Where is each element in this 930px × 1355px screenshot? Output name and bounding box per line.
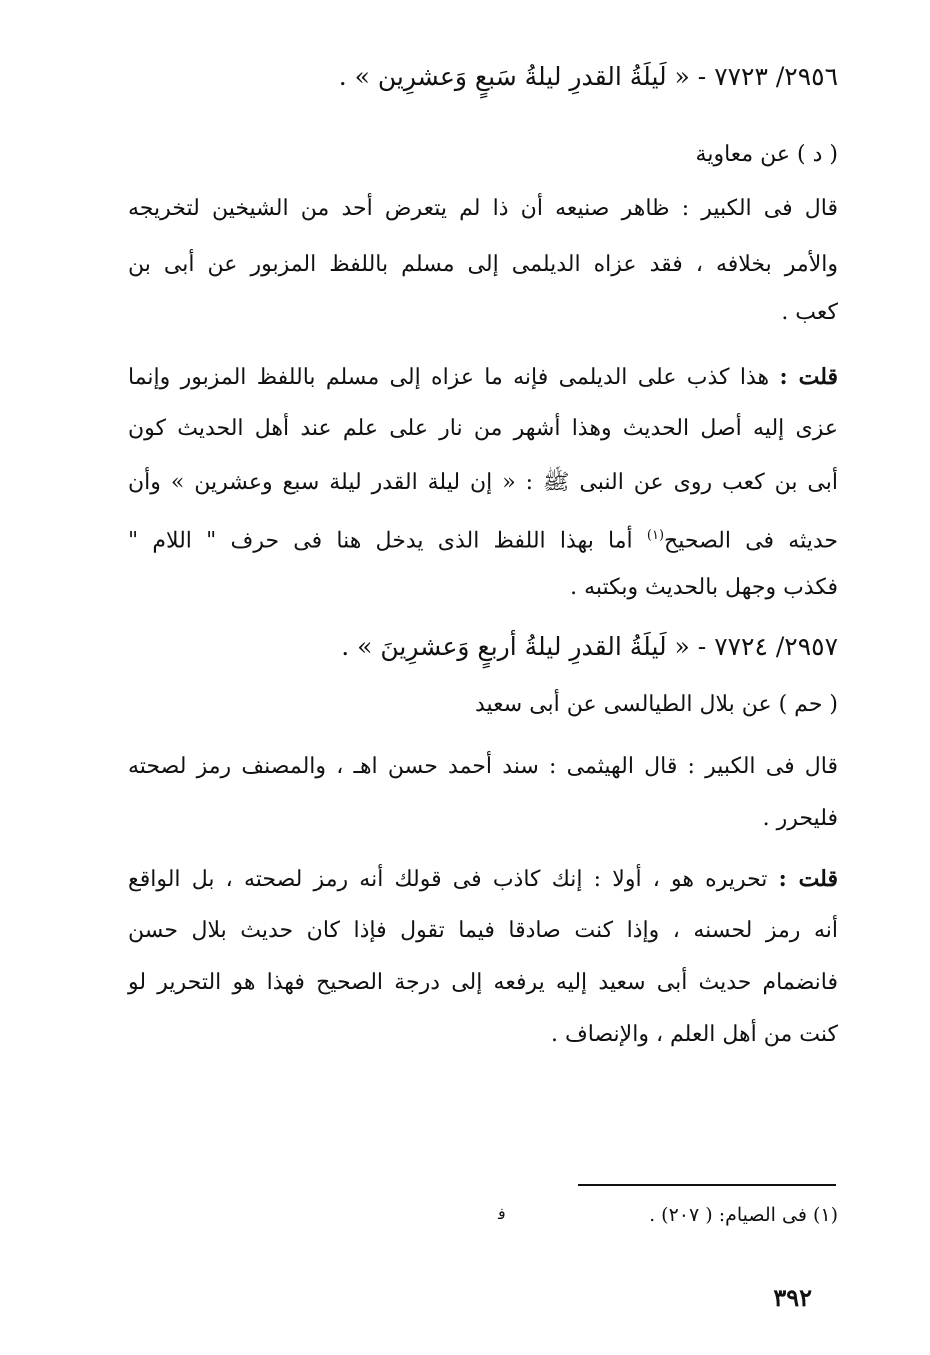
hadith-source-2956: ( د ) عن معاوية (695, 142, 838, 167)
reply-text: أما بهذا اللفظ الذى يدخل هنا فى حرف " اللام " (128, 528, 647, 554)
commentary-line: قال فى الكبير : قال الهيثمى : سند أحمد حسن اهـ ، والمصنف رمز لصحته (128, 754, 838, 779)
reply-line (128, 521, 838, 556)
reply-text: هذا كذب على الديلمى فإنه ما عزاه إلى مسلم باللفظ المزبور وإنما (128, 365, 770, 390)
reply-line (128, 864, 838, 895)
hadith-source-2957: ( حم ) عن بلال الطيالسى عن أبى سعيد (474, 692, 838, 717)
reply-text: حديثه فى الصحيح (664, 528, 838, 554)
reply-line: فانضمام حديث أبى سعيد إليه يرفعه إلى درجة الصحيح فهذا هو التحرير لو (128, 970, 838, 995)
reply-text: تحريره هو ، أولا : إنك كاذب فى قولك أنه رمز لصحته ، بل الواقع (128, 867, 768, 892)
reply-line: كنت من أهل العلم ، والإنصاف . (550, 1022, 838, 1047)
commentary-line: والأمر بخلافه ، فقد عزاه الديلمى إلى مسلم باللفظ المزبور عن أبى بن (128, 252, 838, 277)
footnote-mark: ﻓ (498, 1204, 506, 1223)
reply-label: قلت : (779, 364, 839, 390)
hadith-heading-2957: ٢٩٥٧/ ٧٧٢٤ - « لَيلَةُ القدرِ ليلةُ أربعٍ وَعشرِينَ » . (341, 632, 838, 661)
reply-line: أنه رمز لحسنه ، وإذا كنت صادقا فيما تقول فإذا كان حديث بلال حسن (128, 918, 838, 943)
hadith-heading-2956: ٢٩٥٦/ ٧٧٢٣ - « لَيلَةُ القدرِ ليلةُ سَبعٍ وَعشرِين » . (338, 62, 838, 91)
footnote-separator (578, 1184, 836, 1186)
reply-line: فكذب وجهل بالحديث وبكتبه . (570, 575, 838, 600)
reply-line: أبى بن كعب روى عن النبى ﷺ : « إن ليلة القدر ليلة سبع وعشرين » وأن (128, 470, 838, 495)
reply-label: قلت : (778, 866, 838, 892)
commentary-line: فليحرر . (762, 806, 838, 831)
page-number: ٣٩٢ (773, 1283, 812, 1312)
commentary-line: قال فى الكبير : ظاهر صنيعه أن ذا لم يتعرض أحد من الشيخين لتخريجه (128, 196, 838, 221)
commentary-line: كعب . (781, 300, 838, 325)
reply-line (128, 362, 838, 393)
footnote-text: (١) فى الصيام: ( ٢٠٧) . (649, 1204, 838, 1226)
reply-line: عزى إليه أصل الحديث وهذا أشهر من نار على علم عند أهل الحديث كون (128, 416, 838, 441)
footnote-ref: (١) (646, 528, 665, 543)
